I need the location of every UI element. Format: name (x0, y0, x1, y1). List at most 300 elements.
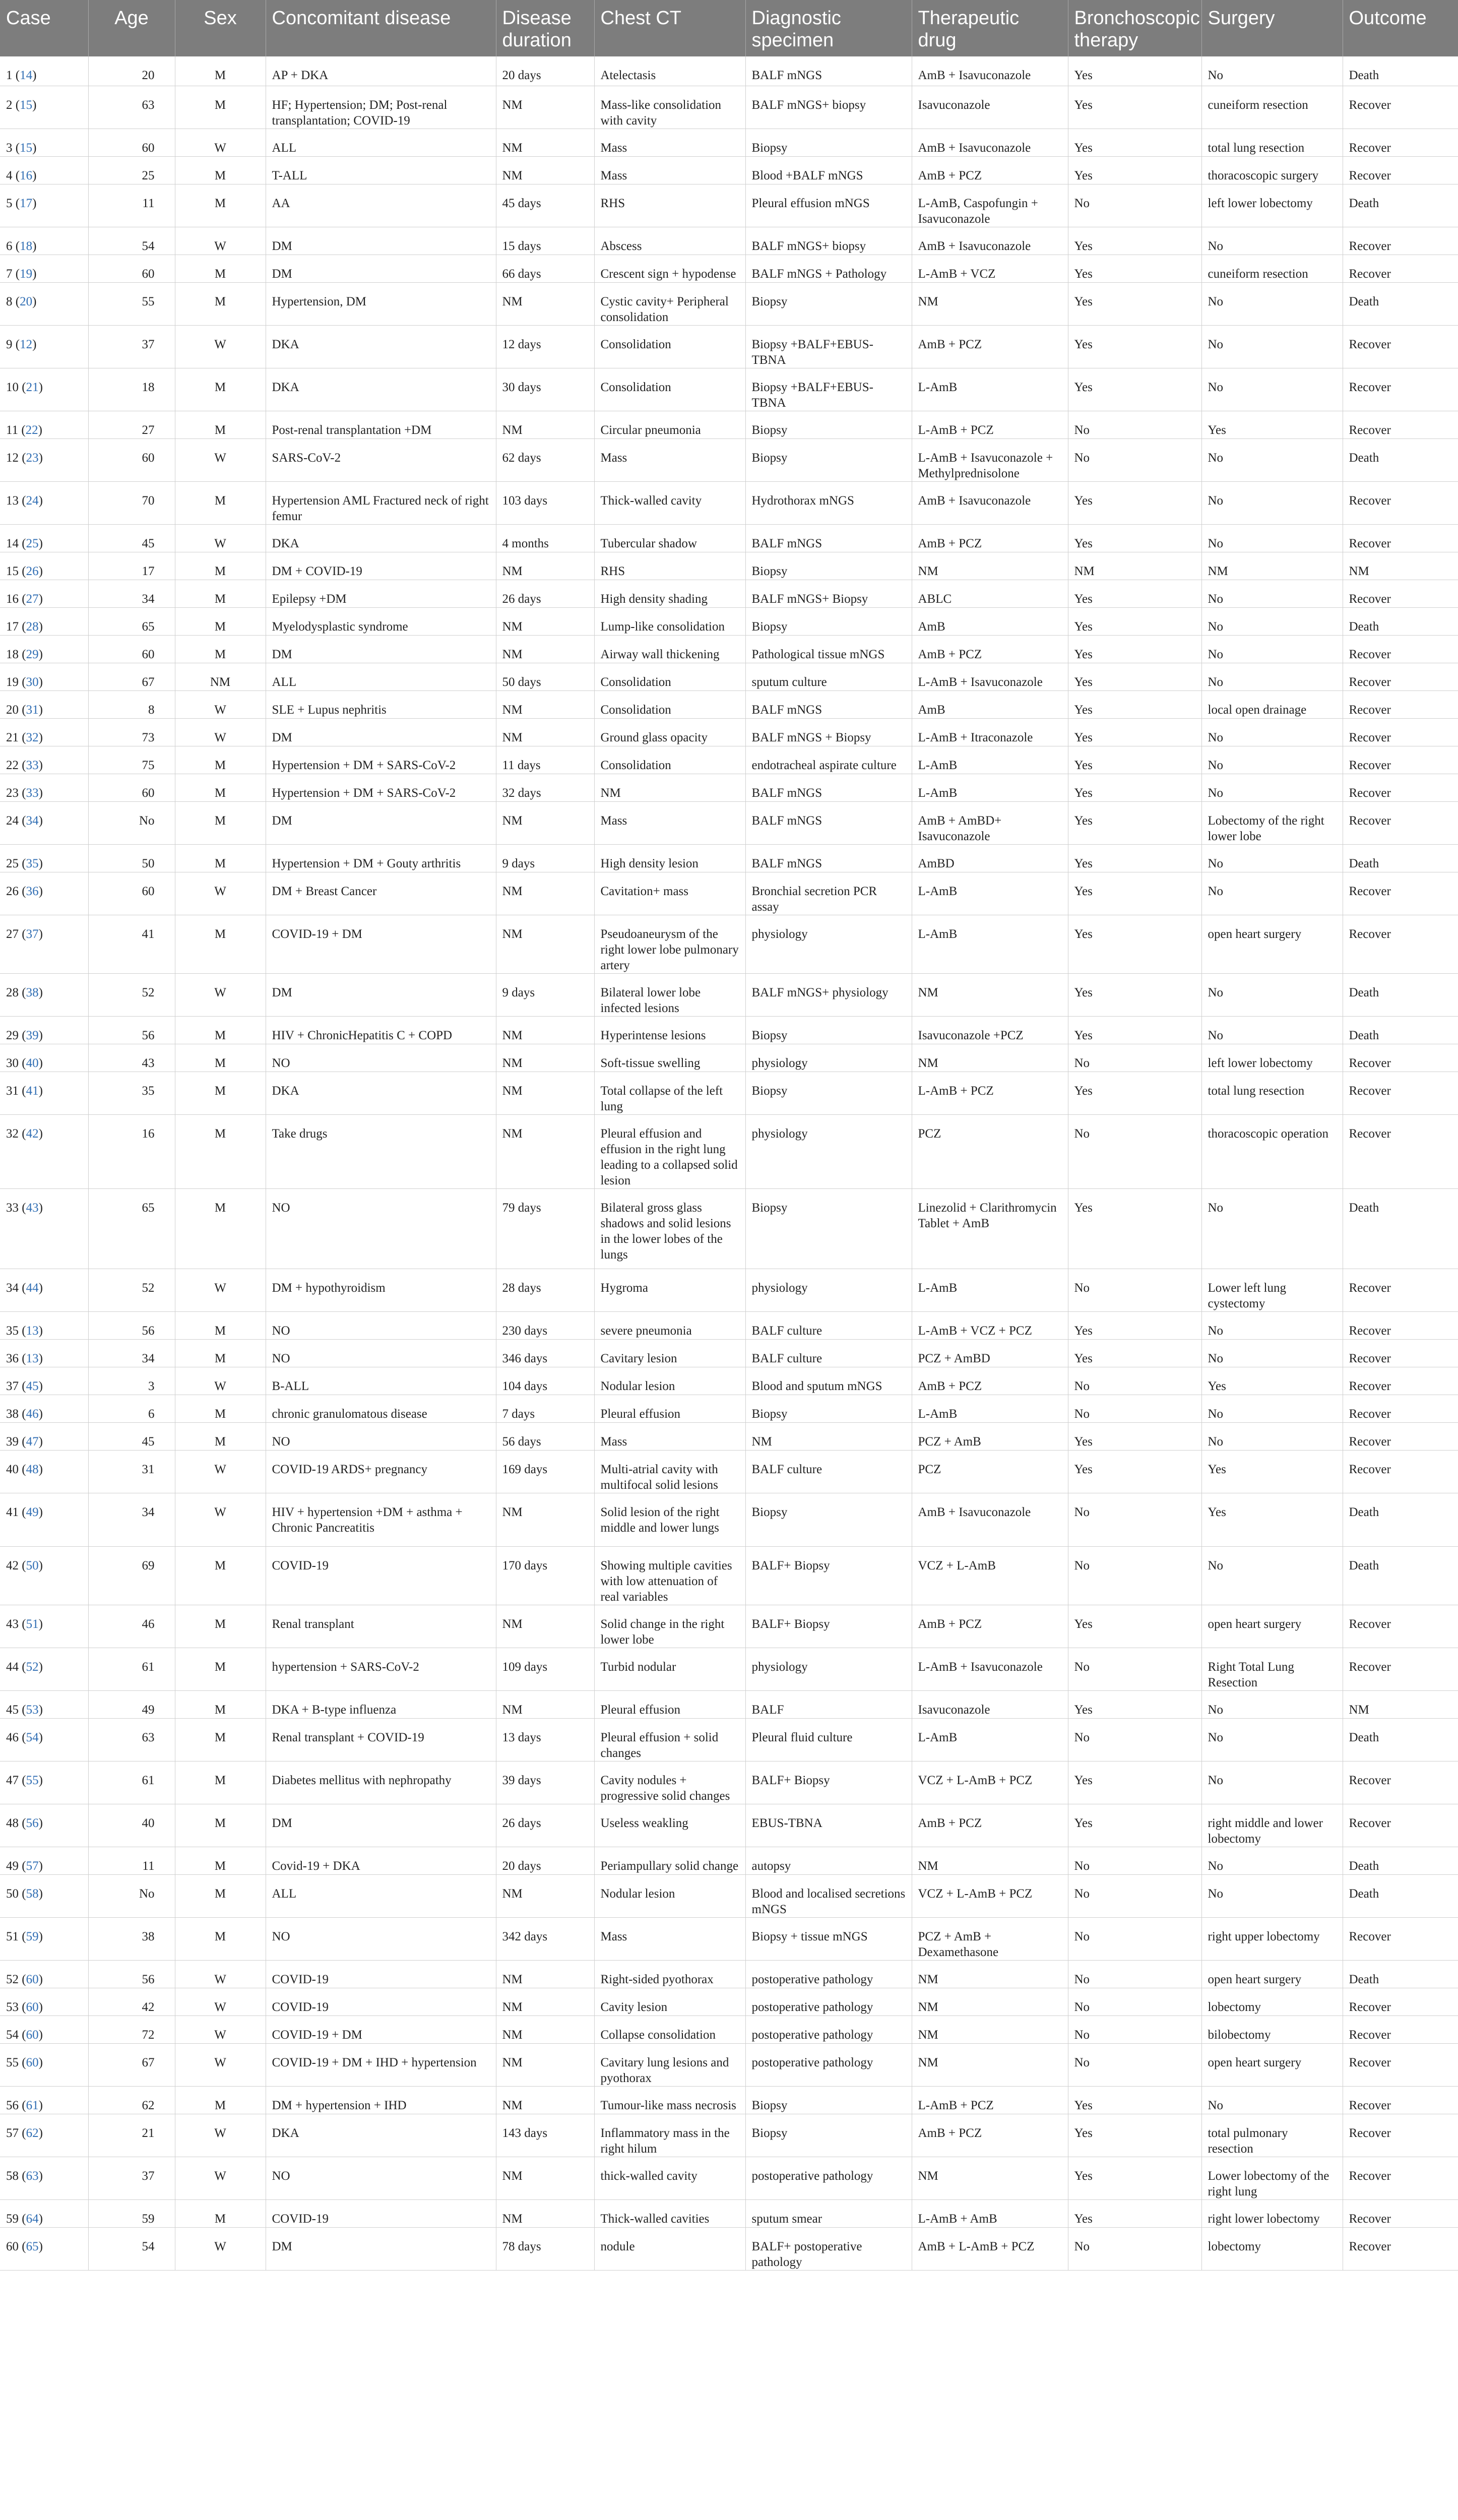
cell-diagnostic-specimen: Bronchial secretion PCR assay (745, 872, 912, 915)
reference-link[interactable]: 63 (26, 2169, 39, 2183)
cell-therapeutic-drug: AmB + PCZ (912, 2114, 1068, 2157)
cell-sex: M (175, 1044, 266, 1072)
reference-link[interactable]: 45 (26, 1379, 39, 1393)
case-number: 26 (6, 884, 19, 898)
cell-outcome: Recover (1343, 580, 1458, 607)
cell-diagnostic-specimen: Biopsy (745, 552, 912, 580)
cell-outcome: Recover (1343, 86, 1458, 129)
header-therapeutic-drug: Therapeutic drug (912, 0, 1068, 56)
cell-disease-duration: NM (496, 1960, 594, 1988)
cell-sex: M (175, 255, 266, 282)
reference-link[interactable]: 64 (26, 2212, 39, 2226)
cell-bronchoscopic-therapy: Yes (1068, 973, 1201, 1016)
reference-link[interactable]: 65 (26, 2239, 39, 2253)
reference-link[interactable]: 13 (26, 1351, 39, 1365)
cell-outcome: Death (1343, 1718, 1458, 1761)
cell-disease-duration: 13 days (496, 1718, 594, 1761)
cell-age: 65 (88, 1188, 175, 1269)
cell-concomitant-disease: DM (266, 255, 496, 282)
header-age: Age (88, 0, 175, 56)
cell-disease-duration: 26 days (496, 1804, 594, 1847)
reference-link[interactable]: 60 (26, 2028, 39, 2042)
cell-bronchoscopic-therapy: Yes (1068, 1188, 1201, 1269)
reference-link[interactable]: 18 (20, 239, 33, 253)
reference-link[interactable]: 34 (26, 813, 39, 828)
header-case: Case (0, 0, 88, 56)
cell-diagnostic-specimen: BALF+ postoperative pathology (745, 2227, 912, 2270)
cell-chest-ct: Collapse consolidation (594, 2015, 745, 2043)
reference-link[interactable]: 48 (26, 1462, 39, 1476)
cell-concomitant-disease: COVID-19 (266, 1546, 496, 1605)
cell-disease-duration: NM (496, 2043, 594, 2086)
cell-outcome: Recover (1343, 255, 1458, 282)
cell-chest-ct: nodule (594, 2227, 745, 2270)
header-chest-ct: Chest CT (594, 0, 745, 56)
table-row (0, 1546, 1458, 1605)
cell-bronchoscopic-therapy: Yes (1068, 1016, 1201, 1044)
cell-sex: M (175, 282, 266, 325)
cell-diagnostic-specimen: sputum culture (745, 663, 912, 690)
cell-case: 55 (60) (0, 2043, 88, 2086)
cell-outcome: Recover (1343, 2199, 1458, 2227)
case-number: 3 (6, 141, 13, 155)
cell-bronchoscopic-therapy: Yes (1068, 1605, 1201, 1648)
case-number: 40 (6, 1462, 19, 1476)
cell-chest-ct: Cavitation+ mass (594, 872, 745, 915)
cell-age: No (88, 801, 175, 844)
cell-diagnostic-specimen: Pleural fluid culture (745, 1718, 912, 1761)
cell-age: No (88, 1874, 175, 1917)
cell-surgery: No (1201, 282, 1343, 325)
table-row (0, 1874, 1458, 1917)
cell-therapeutic-drug: AmB + Isavuconazole (912, 56, 1068, 86)
reference-link[interactable]: 40 (26, 1056, 39, 1070)
table-row (0, 1690, 1458, 1718)
cell-chest-ct: Ground glass opacity (594, 718, 745, 746)
cell-bronchoscopic-therapy: Yes (1068, 1072, 1201, 1114)
cell-chest-ct: Nodular lesion (594, 1874, 745, 1917)
cell-age: 62 (88, 2086, 175, 2114)
reference-link[interactable]: 29 (26, 647, 39, 661)
cell-age: 69 (88, 1546, 175, 1605)
reference-link[interactable]: 58 (26, 1886, 39, 1901)
cell-disease-duration: 28 days (496, 1269, 594, 1311)
cell-diagnostic-specimen: endotracheal aspirate culture (745, 746, 912, 774)
reference-link[interactable]: 59 (26, 1929, 39, 1943)
case-number: 17 (6, 619, 19, 634)
cell-case: 44 (52) (0, 1648, 88, 1690)
reference-link[interactable]: 32 (26, 730, 39, 744)
cell-bronchoscopic-therapy: Yes (1068, 1311, 1201, 1339)
reference-link[interactable]: 25 (26, 536, 39, 550)
case-number: 52 (6, 1972, 19, 1986)
table-row (0, 915, 1458, 973)
cell-age: 34 (88, 1493, 175, 1546)
cell-disease-duration: NM (496, 607, 594, 635)
cell-therapeutic-drug: NM (912, 1847, 1068, 1874)
cell-diagnostic-specimen: BALF mNGS (745, 690, 912, 718)
cell-concomitant-disease: Post-renal transplantation +DM (266, 411, 496, 438)
cell-diagnostic-specimen: BALF mNGS+ Biopsy (745, 580, 912, 607)
reference-link[interactable]: 15 (20, 141, 33, 155)
cell-sex: W (175, 2114, 266, 2157)
cell-chest-ct: Mass (594, 129, 745, 156)
table-row (0, 282, 1458, 325)
cell-case: 50 (58) (0, 1874, 88, 1917)
reference-link[interactable]: 33 (26, 786, 39, 800)
cell-age: 59 (88, 2199, 175, 2227)
reference-link[interactable]: 55 (26, 1773, 39, 1787)
cell-concomitant-disease: NO (266, 1917, 496, 1960)
cell-bronchoscopic-therapy: No (1068, 1960, 1201, 1988)
cell-bronchoscopic-therapy: No (1068, 1874, 1201, 1917)
cell-diagnostic-specimen: Biopsy (745, 1016, 912, 1044)
reference-link[interactable]: 60 (26, 1972, 39, 1986)
table-row (0, 1114, 1458, 1188)
cell-age: 41 (88, 915, 175, 973)
cell-therapeutic-drug: L-AmB (912, 746, 1068, 774)
cell-therapeutic-drug: NM (912, 282, 1068, 325)
cell-therapeutic-drug: L-AmB + Itraconazole (912, 718, 1068, 746)
cell-case: 47 (55) (0, 1761, 88, 1804)
reference-link[interactable]: 43 (26, 1201, 39, 1215)
reference-link[interactable]: 27 (26, 592, 39, 606)
cell-diagnostic-specimen: Biopsy (745, 411, 912, 438)
cell-age: 60 (88, 774, 175, 801)
cell-therapeutic-drug: L-AmB + PCZ (912, 411, 1068, 438)
reference-link[interactable]: 16 (20, 168, 33, 182)
case-number: 31 (6, 1084, 19, 1098)
cell-therapeutic-drug: Isavuconazole (912, 86, 1068, 129)
cell-outcome: Recover (1343, 1269, 1458, 1311)
cell-disease-duration: NM (496, 1605, 594, 1648)
table-row (0, 1072, 1458, 1114)
reference-link[interactable]: 13 (26, 1324, 39, 1338)
cell-outcome: Recover (1343, 1761, 1458, 1804)
reference-link[interactable]: 46 (26, 1407, 39, 1421)
table-row (0, 607, 1458, 635)
reference-link[interactable]: 31 (26, 703, 39, 717)
cell-surgery: No (1201, 56, 1343, 86)
cell-bronchoscopic-therapy: Yes (1068, 1804, 1201, 1847)
cell-outcome: Recover (1343, 1311, 1458, 1339)
cell-sex: W (175, 227, 266, 255)
case-number: 15 (6, 564, 19, 578)
cell-diagnostic-specimen: BALF mNGS (745, 844, 912, 872)
cell-concomitant-disease: COVID-19 (266, 1988, 496, 2015)
cell-sex: M (175, 86, 266, 129)
case-number: 36 (6, 1351, 19, 1365)
cell-surgery: No (1201, 1761, 1343, 1804)
reference-link[interactable]: 57 (26, 1859, 39, 1873)
cell-concomitant-disease: Diabetes mellitus with nephropathy (266, 1761, 496, 1804)
cell-surgery: total lung resection (1201, 1072, 1343, 1114)
cell-diagnostic-specimen: BALF culture (745, 1450, 912, 1493)
cell-disease-duration: 342 days (496, 1917, 594, 1960)
cell-outcome: Death (1343, 607, 1458, 635)
cell-surgery: open heart surgery (1201, 915, 1343, 973)
cell-disease-duration: 78 days (496, 2227, 594, 2270)
cell-case: 27 (37) (0, 915, 88, 973)
cell-therapeutic-drug: AmB + PCZ (912, 1605, 1068, 1648)
reference-link[interactable]: 38 (26, 985, 39, 999)
cell-age: 60 (88, 872, 175, 915)
cell-chest-ct: Tumour-like mass necrosis (594, 2086, 745, 2114)
cell-surgery: right lower lobectomy (1201, 2199, 1343, 2227)
cell-concomitant-disease: SARS-CoV-2 (266, 438, 496, 481)
cell-surgery: bilobectomy (1201, 2015, 1343, 2043)
reference-link[interactable]: 12 (20, 337, 33, 351)
cell-diagnostic-specimen: Biopsy (745, 1493, 912, 1546)
cell-disease-duration: 170 days (496, 1546, 594, 1605)
cell-therapeutic-drug: AmB + Isavuconazole (912, 481, 1068, 524)
cell-disease-duration: NM (496, 552, 594, 580)
cell-surgery: No (1201, 973, 1343, 1016)
table-row (0, 2157, 1458, 2199)
table-row (0, 690, 1458, 718)
reference-link[interactable]: 54 (26, 1730, 39, 1744)
cell-disease-duration: 45 days (496, 184, 594, 227)
reference-link[interactable]: 20 (20, 294, 33, 308)
cell-outcome: Recover (1343, 1044, 1458, 1072)
cell-case: 35 (13) (0, 1311, 88, 1339)
table-row (0, 580, 1458, 607)
cell-surgery: No (1201, 1311, 1343, 1339)
cell-bronchoscopic-therapy: Yes (1068, 56, 1201, 86)
reference-link[interactable]: 39 (26, 1028, 39, 1042)
cell-case: 22 (33) (0, 746, 88, 774)
reference-link[interactable]: 56 (26, 1816, 39, 1830)
cell-age: 54 (88, 2227, 175, 2270)
cell-outcome: Death (1343, 282, 1458, 325)
cell-outcome: Recover (1343, 2043, 1458, 2086)
cell-age: 42 (88, 1988, 175, 2015)
reference-link[interactable]: 35 (26, 856, 39, 870)
reference-link[interactable]: 61 (26, 2098, 39, 2112)
reference-link[interactable]: 26 (26, 564, 39, 578)
cell-outcome: Recover (1343, 2015, 1458, 2043)
cell-chest-ct: Hygroma (594, 1269, 745, 1311)
cell-diagnostic-specimen: Biopsy (745, 1395, 912, 1422)
table-row (0, 1450, 1458, 1493)
cell-surgery: No (1201, 774, 1343, 801)
cell-age: 56 (88, 1016, 175, 1044)
reference-link[interactable]: 47 (26, 1434, 39, 1448)
header-bronchoscopic-therapy: Bronchoscopic therapy (1068, 0, 1201, 56)
reference-link[interactable]: 50 (26, 1558, 39, 1572)
table-row (0, 86, 1458, 129)
cell-bronchoscopic-therapy: Yes (1068, 1339, 1201, 1367)
cell-surgery: Yes (1201, 411, 1343, 438)
cell-concomitant-disease: COVID-19 ARDS+ pregnancy (266, 1450, 496, 1493)
cell-therapeutic-drug: AmB + PCZ (912, 635, 1068, 663)
cell-therapeutic-drug: AmB + L-AmB + PCZ (912, 2227, 1068, 2270)
cell-concomitant-disease: Renal transplant + COVID-19 (266, 1718, 496, 1761)
cell-concomitant-disease: DM + hypothyroidism (266, 1269, 496, 1311)
cell-age: 49 (88, 1690, 175, 1718)
reference-link[interactable]: 21 (26, 380, 39, 394)
cell-age: 65 (88, 607, 175, 635)
reference-link[interactable]: 22 (25, 423, 38, 437)
cell-outcome: Recover (1343, 746, 1458, 774)
reference-link[interactable]: 42 (26, 1126, 39, 1141)
case-number: 58 (6, 2169, 19, 2183)
cell-age: 3 (88, 1367, 175, 1395)
cell-diagnostic-specimen: Biopsy +BALF+EBUS-TBNA (745, 325, 912, 368)
cell-diagnostic-specimen: Biopsy (745, 1188, 912, 1269)
cell-surgery: No (1201, 872, 1343, 915)
table-row (0, 56, 1458, 86)
cell-age: 17 (88, 552, 175, 580)
cell-age: 56 (88, 1311, 175, 1339)
case-number: 51 (6, 1929, 19, 1943)
cell-disease-duration: 169 days (496, 1450, 594, 1493)
reference-link[interactable]: 36 (26, 884, 39, 898)
cell-bronchoscopic-therapy: Yes (1068, 690, 1201, 718)
reference-link[interactable]: 28 (26, 619, 39, 634)
cell-outcome: Death (1343, 56, 1458, 86)
reference-link[interactable]: 14 (20, 69, 33, 82)
cell-chest-ct: Solid change in the right lower lobe (594, 1605, 745, 1648)
cell-case: 2 (15) (0, 86, 88, 129)
cell-case: 58 (63) (0, 2157, 88, 2199)
cell-diagnostic-specimen: physiology (745, 1114, 912, 1188)
cell-diagnostic-specimen: BALF mNGS+ biopsy (745, 227, 912, 255)
cell-outcome: Recover (1343, 1367, 1458, 1395)
cell-sex: W (175, 1493, 266, 1546)
reference-link[interactable]: 62 (26, 2126, 39, 2140)
cell-outcome: Death (1343, 1188, 1458, 1269)
cell-case: 12 (23) (0, 438, 88, 481)
cell-concomitant-disease: DKA + B-type influenza (266, 1690, 496, 1718)
cell-bronchoscopic-therapy: Yes (1068, 1422, 1201, 1450)
cell-sex: W (175, 524, 266, 552)
cell-surgery: No (1201, 1546, 1343, 1605)
reference-link[interactable]: 51 (26, 1617, 39, 1631)
cell-case: 9 (12) (0, 325, 88, 368)
cell-disease-duration: NM (496, 2015, 594, 2043)
table-row (0, 801, 1458, 844)
cell-chest-ct: Cavitary lung lesions and pyothorax (594, 2043, 745, 2086)
reference-link[interactable]: 15 (20, 98, 33, 112)
cell-concomitant-disease: NO (266, 1339, 496, 1367)
cell-chest-ct: Showing multiple cavities with low attenuation of real variables (594, 1546, 745, 1605)
cell-bronchoscopic-therapy: No (1068, 1847, 1201, 1874)
reference-link[interactable]: 37 (26, 927, 39, 941)
cell-surgery: left lower lobectomy (1201, 184, 1343, 227)
cell-outcome: Recover (1343, 690, 1458, 718)
reference-link[interactable]: 19 (20, 267, 33, 281)
reference-link[interactable]: 60 (26, 2055, 39, 2069)
cell-age: 67 (88, 663, 175, 690)
cell-therapeutic-drug: L-AmB (912, 1269, 1068, 1311)
cell-outcome: Recover (1343, 872, 1458, 915)
reference-link[interactable]: 24 (26, 493, 39, 508)
cell-age: 11 (88, 1847, 175, 1874)
cell-concomitant-disease: NO (266, 1044, 496, 1072)
cell-age: 21 (88, 2114, 175, 2157)
cell-therapeutic-drug: PCZ (912, 1114, 1068, 1188)
cell-disease-duration: NM (496, 1114, 594, 1188)
cell-age: 27 (88, 411, 175, 438)
cell-age: 34 (88, 1339, 175, 1367)
case-number: 2 (6, 98, 13, 112)
cell-chest-ct: Cavity lesion (594, 1988, 745, 2015)
cell-diagnostic-specimen: postoperative pathology (745, 2015, 912, 2043)
cell-surgery: No (1201, 1395, 1343, 1422)
cell-diagnostic-specimen: Biopsy (745, 607, 912, 635)
reference-link[interactable]: 52 (26, 1660, 39, 1674)
cell-disease-duration: 143 days (496, 2114, 594, 2157)
case-number: 57 (6, 2126, 19, 2140)
cell-outcome: Recover (1343, 227, 1458, 255)
cell-sex: M (175, 607, 266, 635)
table-row (0, 1422, 1458, 1450)
cell-surgery: right upper lobectomy (1201, 1917, 1343, 1960)
cell-therapeutic-drug: L-AmB + PCZ (912, 1072, 1068, 1114)
cell-surgery: No (1201, 325, 1343, 368)
cell-therapeutic-drug: AmB + PCZ (912, 1804, 1068, 1847)
cell-therapeutic-drug: ABLC (912, 580, 1068, 607)
table-row (0, 1847, 1458, 1874)
header-sex: Sex (175, 0, 266, 56)
reference-link[interactable]: 49 (26, 1505, 39, 1519)
case-number: 20 (6, 703, 19, 717)
cell-surgery: lobectomy (1201, 2227, 1343, 2270)
reference-link[interactable]: 41 (26, 1084, 39, 1098)
cell-therapeutic-drug: VCZ + L-AmB + PCZ (912, 1874, 1068, 1917)
reference-link[interactable]: 30 (26, 675, 39, 689)
table-row (0, 1493, 1458, 1546)
cell-bronchoscopic-therapy: Yes (1068, 872, 1201, 915)
cell-concomitant-disease: COVID-19 (266, 1960, 496, 1988)
table-row (0, 746, 1458, 774)
cell-chest-ct: Hyperintense lesions (594, 1016, 745, 1044)
reference-link[interactable]: 44 (26, 1281, 39, 1295)
cell-outcome: Recover (1343, 1605, 1458, 1648)
cell-surgery: No (1201, 438, 1343, 481)
reference-link[interactable]: 53 (26, 1703, 39, 1717)
cell-chest-ct: thick-walled cavity (594, 2157, 745, 2199)
cell-bronchoscopic-therapy: No (1068, 2015, 1201, 2043)
cell-diagnostic-specimen: postoperative pathology (745, 1988, 912, 2015)
cell-surgery: Yes (1201, 1493, 1343, 1546)
case-number: 5 (6, 196, 13, 210)
cell-concomitant-disease: DKA (266, 325, 496, 368)
cell-outcome: Recover (1343, 1339, 1458, 1367)
cell-disease-duration: NM (496, 129, 594, 156)
cell-concomitant-disease: DM (266, 1804, 496, 1847)
reference-link[interactable]: 17 (20, 196, 33, 210)
cell-surgery: No (1201, 746, 1343, 774)
cell-age: 52 (88, 973, 175, 1016)
reference-link[interactable]: 33 (26, 758, 39, 772)
table-row (0, 1605, 1458, 1648)
cell-chest-ct: Mass (594, 801, 745, 844)
reference-link[interactable]: 60 (26, 2000, 39, 2014)
cell-surgery: No (1201, 1422, 1343, 1450)
reference-link[interactable]: 23 (26, 451, 39, 465)
cell-sex: M (175, 552, 266, 580)
cell-diagnostic-specimen: BALF mNGS + Biopsy (745, 718, 912, 746)
cell-disease-duration: 79 days (496, 1188, 594, 1269)
cell-bronchoscopic-therapy: Yes (1068, 255, 1201, 282)
case-number: 56 (6, 2098, 19, 2112)
cell-sex: W (175, 2157, 266, 2199)
cell-disease-duration: 230 days (496, 1311, 594, 1339)
cell-diagnostic-specimen: BALF mNGS (745, 774, 912, 801)
case-number: 12 (6, 451, 19, 465)
